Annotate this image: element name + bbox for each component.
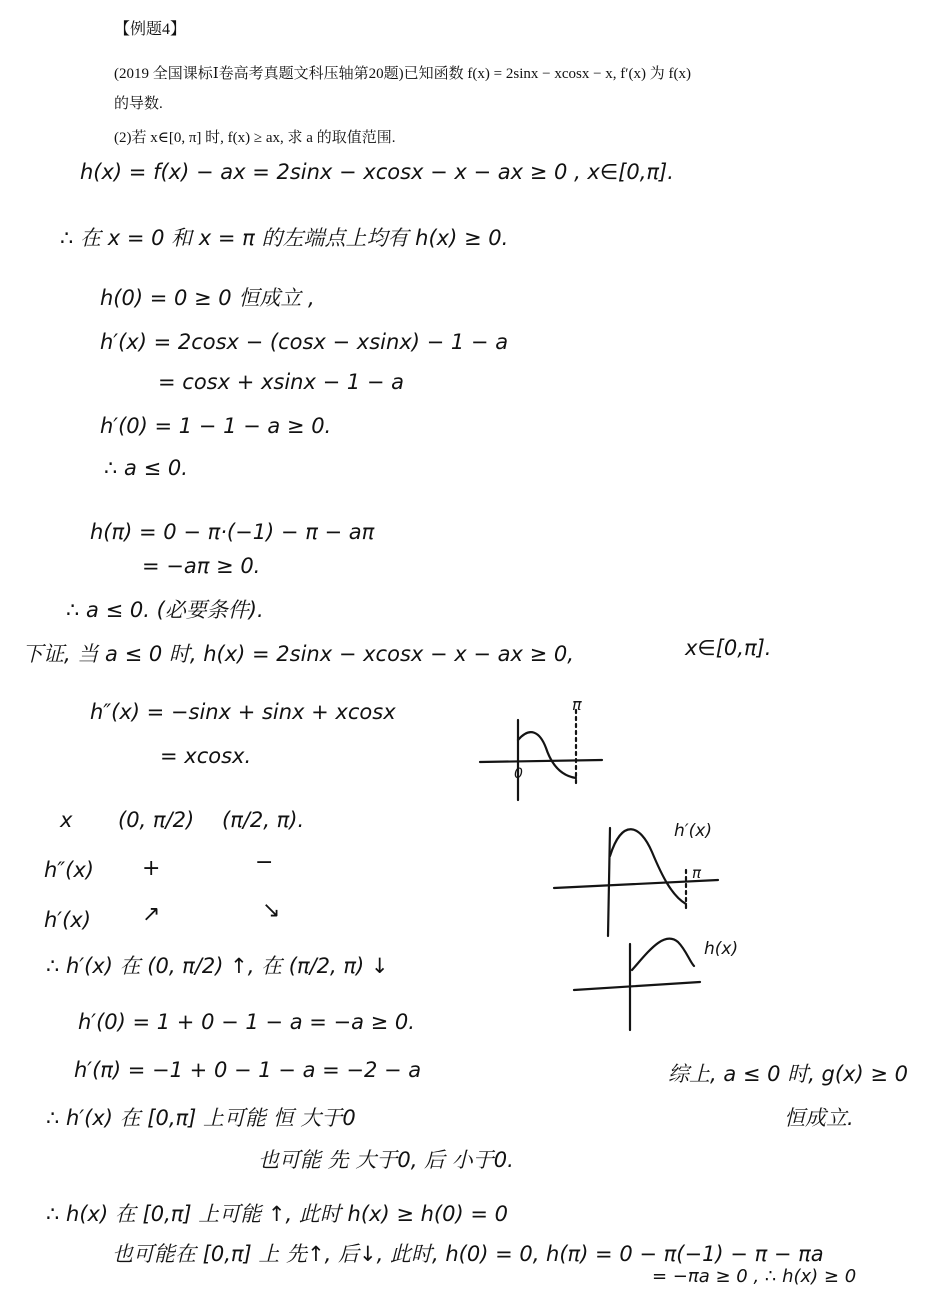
hw-line-case-positive: ∴ h′(x) 在 [0,π] 上可能 恒 大于0 bbox=[46, 1106, 356, 1130]
sign-table-x-label: x bbox=[60, 808, 73, 832]
hw-line-prove: 下证, 当 a ≤ 0 时, h(x) = 2sinx − xcosx − x − ax ≥ 0, bbox=[22, 642, 574, 666]
sketch3-x-axis bbox=[574, 982, 700, 990]
sketch1-curve bbox=[518, 732, 576, 778]
hw-line-define-h: h(x) = f(x) − ax = 2sinx − xcosx − x − ax ≥ 0 , x∈[0,π]. bbox=[80, 160, 674, 184]
sketch2-pi-label: π bbox=[692, 864, 702, 882]
hw-line-h-increasing: ∴ h(x) 在 [0,π] 上可能 ↑, 此时 h(x) ≥ h(0) = 0 bbox=[46, 1202, 508, 1226]
sign-table-h-prime-label: h′(x) bbox=[44, 908, 91, 932]
hw-line-hprime-at-0: h′(0) = 1 + 0 − 1 − a = −a ≥ 0. bbox=[78, 1010, 415, 1034]
sign-table-minus: − bbox=[255, 850, 274, 875]
hw-line-hprime-at-pi: h′(π) = −1 + 0 − 1 − a = −2 − a bbox=[74, 1058, 422, 1082]
sketch3-curve bbox=[632, 939, 694, 970]
sign-table-h-second-label: h″(x) bbox=[44, 858, 94, 882]
example-label: 【例题4】 bbox=[114, 21, 187, 38]
sketch2-curve-label: h′(x) bbox=[674, 821, 712, 841]
hw-line-final: = −πa ≥ 0 , ∴ h(x) ≥ 0 bbox=[652, 1266, 857, 1287]
hw-line-a-le-0: ∴ a ≤ 0. bbox=[104, 456, 188, 480]
hw-line-h0: h(0) = 0 ≥ 0 恒成立 , bbox=[100, 286, 315, 310]
sketch-h-prime-graph bbox=[548, 800, 724, 942]
increasing-arrow-icon: ↗ bbox=[142, 902, 161, 927]
sketch3-curve-label: h(x) bbox=[704, 939, 739, 959]
hw-line-h-up-down: 也可能在 [0,π] 上 先↑, 后↓, 此时, h(0) = 0, h(π) = 0 − π(−1) − π − πa bbox=[112, 1242, 824, 1266]
hw-line-hprime: h′(x) = 2cosx − (cosx − xsinx) − 1 − a bbox=[100, 330, 509, 354]
hw-line-hprime-simplified: = cosx + xsinx − 1 − a bbox=[158, 370, 405, 394]
sign-table-interval-2: (π/2, π). bbox=[222, 808, 305, 832]
problem-question: (2)若 x∈[0, π] 时, f(x) ≥ ax, 求 a 的取值范围. bbox=[114, 130, 396, 146]
decreasing-arrow-icon: ↘ bbox=[262, 898, 281, 923]
hw-line-necessary: ∴ a ≤ 0. (必要条件). bbox=[66, 598, 264, 622]
sign-table-interval-1: (0, π/2) bbox=[118, 808, 195, 832]
hw-line-h-second-result: = xcosx. bbox=[160, 744, 252, 768]
sketch1-x-axis bbox=[480, 760, 602, 762]
problem-statement-line-1: (2019 全国课标Ⅰ卷高考真题文科压轴第20题)已知函数 f(x) = 2sinx − xcosx − x, f′(x) 为 f(x) bbox=[114, 66, 692, 82]
summary-line-1: 综上, a ≤ 0 时, g(x) ≥ 0 bbox=[668, 1062, 909, 1086]
sign-table-plus: + bbox=[142, 856, 161, 881]
hw-line-h-pi-result: = −aπ ≥ 0. bbox=[142, 554, 261, 578]
sketch1-zero-label: 0 bbox=[514, 766, 523, 782]
hw-line-h-pi: h(π) = 0 − π·(−1) − π − aπ bbox=[90, 520, 375, 544]
sketch-h-second-graph bbox=[476, 696, 606, 806]
hw-line-prove-domain: x∈[0,π]. bbox=[685, 636, 772, 660]
sketch-h-graph bbox=[568, 926, 778, 1036]
hw-line-endpoint-claim: ∴ 在 x = 0 和 x = π 的左端点上均有 h(x) ≥ 0. bbox=[60, 226, 509, 250]
hw-line-hprime-0: h′(0) = 1 − 1 − a ≥ 0. bbox=[100, 414, 332, 438]
hw-line-h-second: h″(x) = −sinx + sinx + xcosx bbox=[90, 700, 396, 724]
hw-line-monotonic: ∴ h′(x) 在 (0, π/2) ↑, 在 (π/2, π) ↓ bbox=[46, 954, 389, 978]
hw-line-case-sign-change: 也可能 先 大于0, 后 小于0. bbox=[258, 1148, 514, 1172]
sketch1-pi-label: π bbox=[572, 695, 582, 714]
summary-line-2: 恒成立. bbox=[784, 1106, 854, 1130]
sketch2-y-axis bbox=[608, 828, 610, 936]
problem-statement-line-2: 的导数. bbox=[114, 96, 163, 112]
